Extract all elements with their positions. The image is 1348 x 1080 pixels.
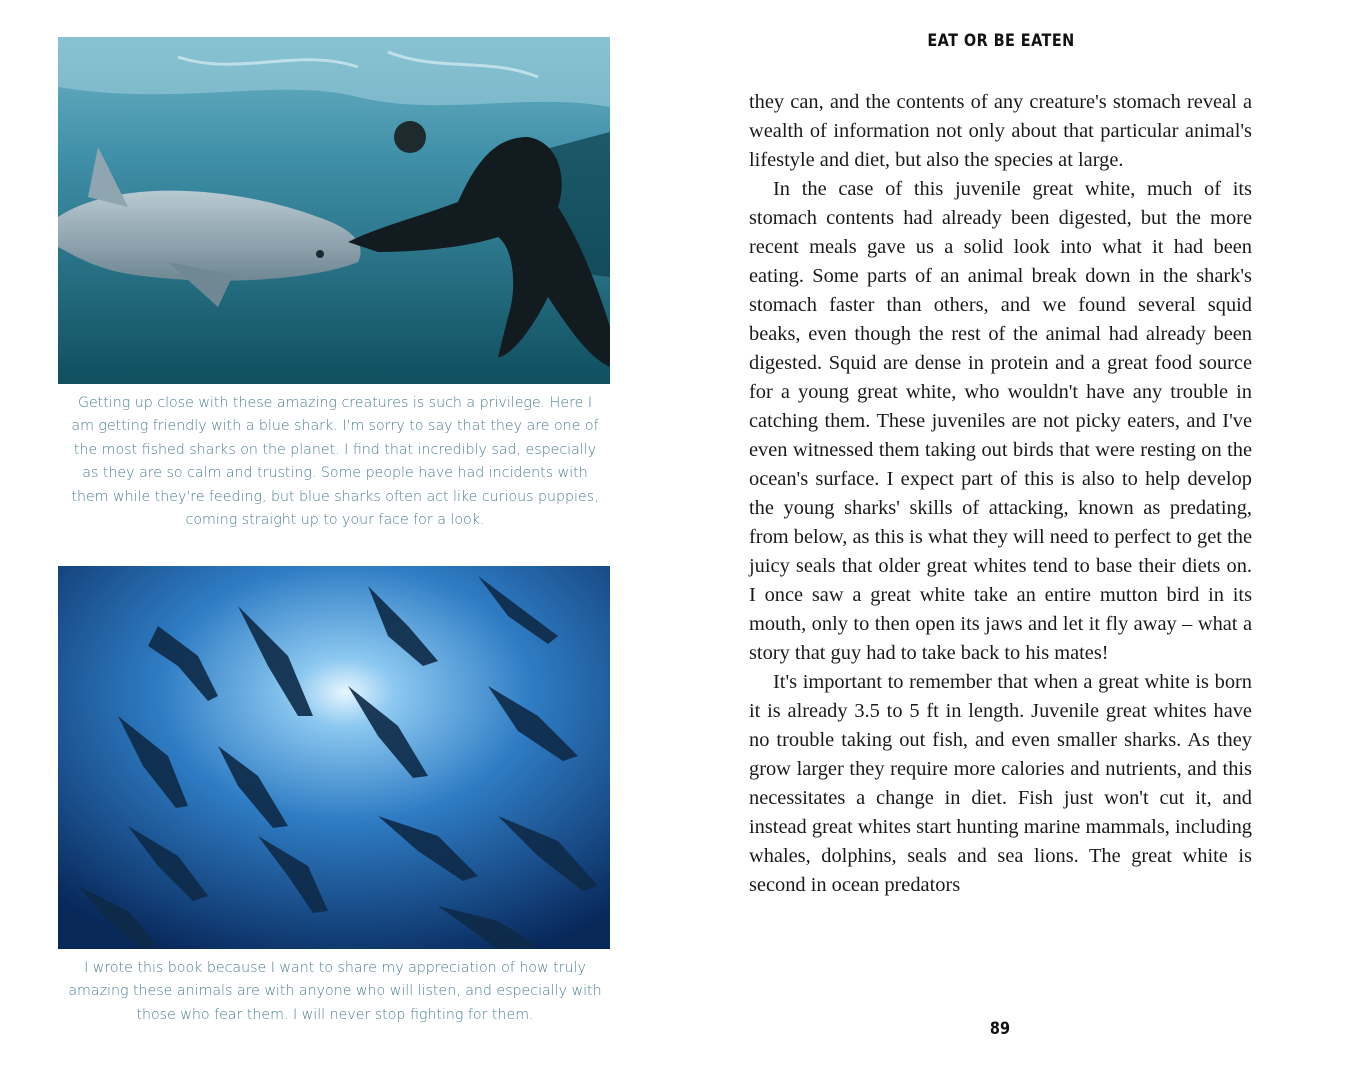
body-text bbox=[749, 88, 1252, 900]
photo-caption-bottom: I wrote this book because I want to share my appreciation of how truly amazing these animals are with anyone who will listen, and especially with those who fear them. I will never stop fighting for them. bbox=[68, 960, 602, 1023]
photo-diver-with-blue-shark bbox=[58, 37, 610, 384]
photo-shark-school bbox=[58, 566, 610, 949]
running-head: EAT OR BE EATEN bbox=[927, 31, 1075, 51]
shark-school-illustration bbox=[58, 566, 610, 949]
page-number: 89 bbox=[989, 1019, 1011, 1039]
diver-shark-illustration bbox=[58, 37, 610, 384]
body-paragraph: It's important to remember that when a great white is born it is already 3.5 to 5 ft in length. Juvenile great whites have no trouble taking out fish, and even smaller sharks. As they grow larger they require more calories and nutrients, and this necessitates a change in diet. Fish just won't cut it, and instead great whites start hunting marine mammals, including whales, dolphins, seals and sea lions. The great white is second in ocean predators bbox=[749, 671, 1252, 896]
body-paragraph: In the case of this juvenile great white, much of its stomach contents had already been digested, but the more recent meals gave us a solid look into what it had been eating. Some parts of an animal break down in the shark's stomach faster than others, and we found several squid beaks, even though the rest of the animal had already been digested. Squid are dense in protein and a great food source for a young great white, who wouldn't have any trouble in catching them. These juveniles are not picky eaters, and I've even witnessed them taking out birds that were resting on the ocean's surface. I expect part of this is also to help develop the young sharks' skills of attacking, known as predating, from below, as this is what they will need to perfect to get the juicy seals that older great whites tend to base their diets on. I once saw a great white take an entire mutton bird in its mouth, only to then open its jaws and let it fly away – what a story that guy had to take back to his mates! bbox=[749, 178, 1252, 664]
body-paragraph: they can, and the contents of any creature's stomach reveal a wealth of information not only about that particular animal's lifestyle and diet, but also the species at large. bbox=[749, 91, 1252, 171]
photo-caption-top: Getting up close with these amazing creatures is such a privilege. Here I am getting friendly with a blue shark. I'm sorry to say that they are one of the most fished sharks on the planet. I find that incredibly sad, especially as they are so calm and trusting. Some people have had incidents with them while they're feeding, but blue sharks often act like curious puppies, coming straight up to your face for a look. bbox=[71, 395, 599, 529]
